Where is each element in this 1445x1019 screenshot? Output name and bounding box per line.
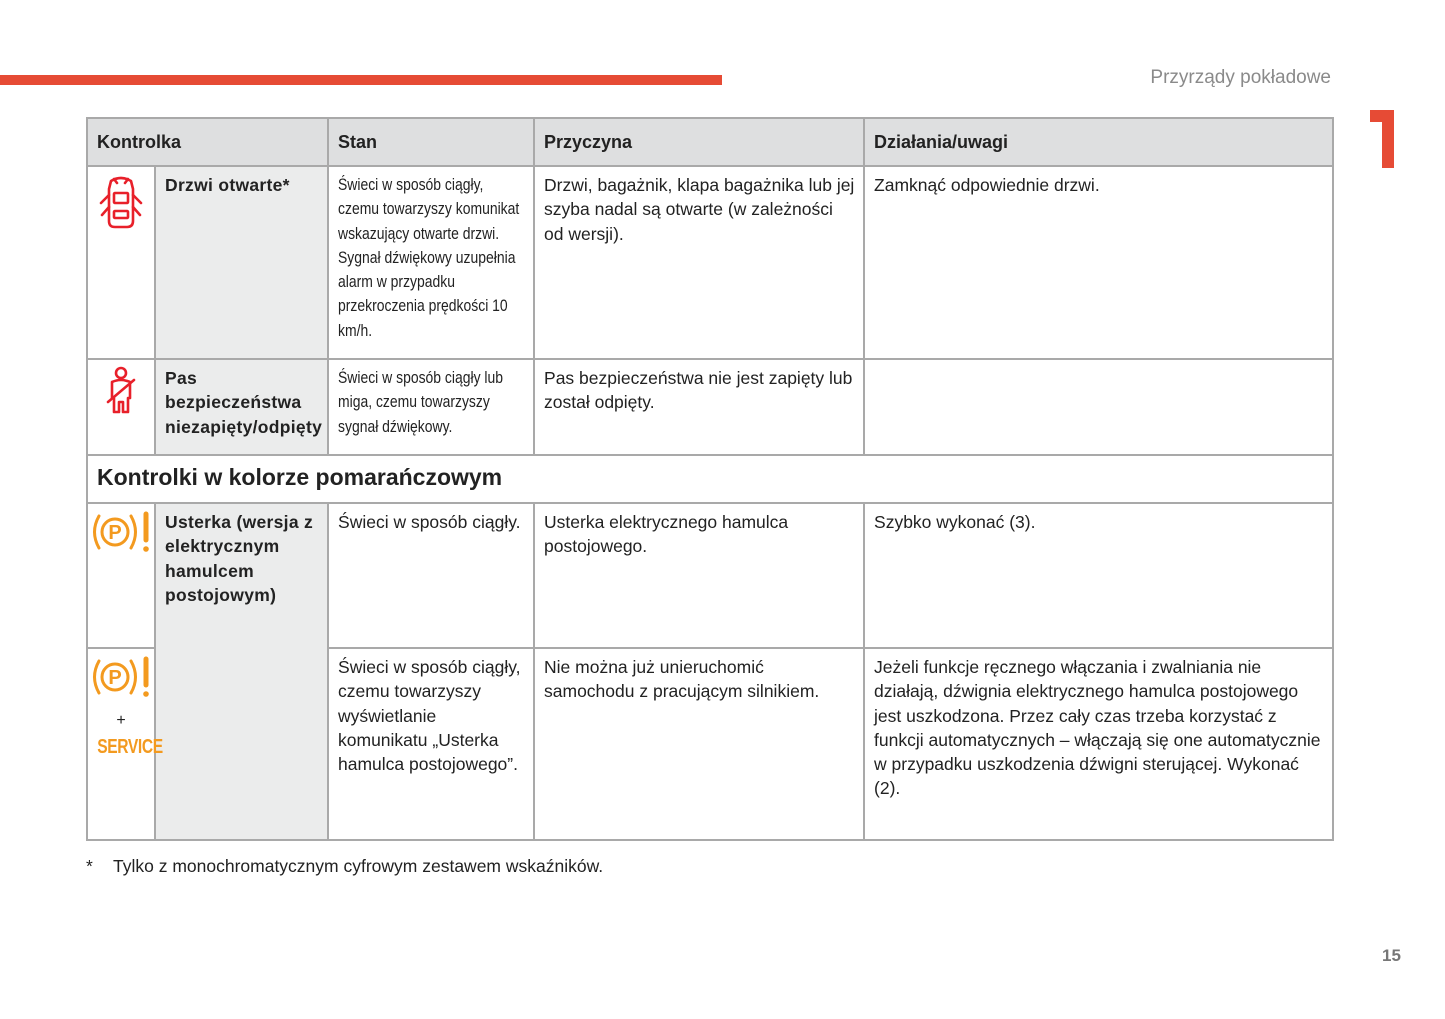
warning-action: Zamknąć odpowiednie drzwi. [864,166,1333,359]
seatbelt-warning-icon [106,366,136,414]
section-title: Przyrządy pokładowe [1150,67,1331,88]
page-number: 15 [1382,946,1401,965]
warning-name: Usterka (wersja z elektrycznym hamulcem postojowym) [155,503,328,840]
footnote [86,856,603,877]
warning-state: Świeci w sposób ciągły. [328,503,534,648]
warning-name: Drzwi otwarte* [155,166,328,359]
table-header-row [87,118,1333,166]
column-header-stan: Stan [328,118,534,166]
parking-brake-fault-icon [90,510,152,554]
table-row [87,503,1333,648]
warning-state-text: Świeci w sposób ciągły, czemu towarzyszy komunikat wskazujący otwarte drzwi. Sygnał dźwiękowy uzupełnia alarm w przypadku przekroczenia prędkości 10 km/h. [338,175,520,340]
warning-state: Świeci w sposób ciągły, czemu towarzyszy wyświetlanie komunikatu „Usterka hamulca postojowego”. [328,648,534,840]
accent-bar [0,75,722,85]
group-heading: Kontrolki w kolorze pomarańczowym [87,455,1333,503]
door-open-warning-icon [97,173,145,231]
warning-action: Szybko wykonać (3). [864,503,1333,648]
footnote-text: Tylko z monochromatycznym cyfrowym zestawem wskaźników. [113,856,604,876]
warning-state [328,359,534,455]
icon-cell [87,359,155,455]
icon-cell [87,648,163,840]
warning-action: Jeżeli funkcje ręcznego włączania i zwalniania nie działają, dźwignia elektrycznego hamulca postojowego jest uszkodzona. Przez cały czas trzeba korzystać z funkcji automatycznych – włączają się one automatycznie w przypadku uszkodzenia dźwigni sterującej. Wykonać (2). [864,648,1333,840]
warning-state [328,166,534,359]
svg-text:P: P [108,522,122,544]
chapter-number-marker [1370,110,1394,168]
column-header-kontrolka: Kontrolka [87,118,328,166]
warning-cause: Usterka elektrycznego hamulca postojowego. [534,503,864,648]
plus-sign: + [116,712,126,729]
warning-cause: Nie można już unieruchomić samochodu z pracującym silnikiem. [534,648,864,840]
group-heading-row [87,455,1333,503]
warning-name: Pas bezpieczeństwa niezapięty/odpięty [155,359,328,455]
footnote-marker: * [86,856,93,876]
icon-cell [87,503,155,648]
warning-action [864,359,1333,455]
table-row [87,359,1333,455]
service-indicator-icon: SERVICE [97,736,163,758]
parking-brake-fault-icon [90,655,152,699]
column-header-przyczyna: Przyczyna [534,118,864,166]
warning-lights-table [86,117,1334,841]
table-row [87,166,1333,359]
icon-cell [87,166,155,359]
column-header-dzialania: Działania/uwagi [864,118,1333,166]
warning-cause: Drzwi, bagażnik, klapa bagażnika lub jej szyba nadal są otwarte (w zależności od wersji). [534,166,864,359]
warning-state-text: Świeci w sposób ciągły lub miga, czemu towarzyszy sygnał dźwiękowy. [338,368,504,436]
svg-text:P: P [108,667,122,689]
warning-cause: Pas bezpieczeństwa nie jest zapięty lub został odpięty. [534,359,864,455]
